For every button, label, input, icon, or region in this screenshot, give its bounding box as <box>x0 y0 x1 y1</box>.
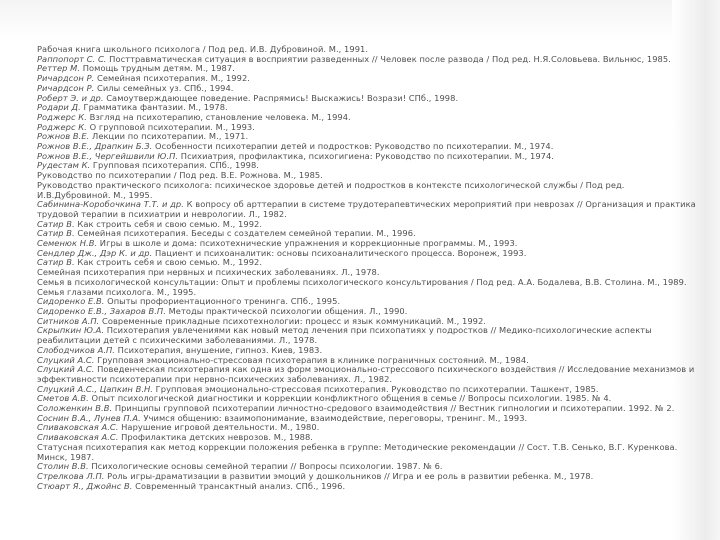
entry-text: Пациент и психоаналитик: основы психоаналитического процесса. Воронеж, 1993. <box>152 247 527 258</box>
entry-text: Семейная психотерапия. Беседы с создателем семейной терапии. М., 1996. <box>74 228 416 239</box>
entry-text: Современный трансактный анализ. СПб., 1996. <box>132 480 346 491</box>
entry-author: Стюарт Я., Джойнс В. <box>37 480 133 491</box>
bibliography-entry <box>37 365 700 384</box>
entry-author: Слуцкий А.С. <box>37 364 95 375</box>
entry-author: Сатир В. <box>37 228 75 239</box>
entry-author: Рудестам К. <box>37 160 91 171</box>
entry-text: Групповая эмоционально-стрессовая психотерапия. Руководство по психотерапии. Ташкент, 1985. <box>152 383 599 394</box>
entry-text: Лекции по психотерапии. М., 1971. <box>89 131 249 142</box>
entry-author: Слуцкий А.С. <box>37 354 95 365</box>
entry-author: Сатир В. <box>37 218 75 229</box>
entry-text: Семейная психотерапия при нервных и психических заболеваниях. Л., 1978. <box>37 267 380 278</box>
entry-text: Как строить себя и свою семью. М., 1992. <box>74 257 263 268</box>
entry-text: Поведенческая психотерапия как одна из форм эмоционально-стрессового психического воздействия // Исследование механизмов и эффективности психотерапии при нервно-психических заболеваниях. Л., 1982. <box>37 364 695 384</box>
entry-author: Сатир В. <box>37 257 75 268</box>
entry-author: Роберт Э. и др. <box>37 92 104 103</box>
entry-text: Посттравматическая ситуация в восприятии разведенных // Человек после развода / Под ред. Н.Я.Соловьева. Вильнюс, 1985. <box>106 53 671 64</box>
entry-author: Стрелкова Л.П. <box>37 470 105 481</box>
entry-author: Роджерс К. <box>37 111 87 122</box>
entry-author: Родари Д. <box>37 102 81 113</box>
entry-text: Психиатрия, профилактика, психогигиена: Руководство по психотерапии. М., 1974. <box>178 150 554 161</box>
entry-text: Игры в школе и дома: психотехнические упражнения и коррекционные программы. М., 1993. <box>97 238 518 249</box>
entry-text: Учимся общению: взаимопонимание, взаимодействие, переговоры, тренинг. М., 1993. <box>140 412 528 423</box>
entry-text: Семья в психологической консультации: Опыт и проблемы психологического консультирования / Под ред. А.А. Бодалева, В.В. Столина. М., 1989. <box>37 276 687 287</box>
entry-author: Скрыпкин Ю.А. <box>37 325 105 336</box>
entry-text: Как строить себя и свою семью. М., 1992. <box>74 218 263 229</box>
entry-author: Соложенкин В.В. <box>37 403 113 414</box>
bibliography-entry <box>37 482 700 492</box>
entry-text: Современные прикладные психотехнологии: процесс и язык коммуникаций. М., 1992. <box>99 315 486 326</box>
entry-text: Роль игры-драматизации в развитии эмоций у дошкольников // Игра и ее роль в развитии ребенка. М., 1978. <box>104 470 594 481</box>
entry-text: Силы семейных уз. СПб., 1994. <box>94 82 234 93</box>
entry-author: Сметов А.В. <box>37 393 89 404</box>
entry-text: Профилактика детских неврозов. М., 1988. <box>118 432 313 443</box>
entry-text: Помощь трудным детям. М., 1987. <box>80 63 235 74</box>
entry-text: Руководство по психотерапии / Под ред. В.Е. Рожнова. М., 1985. <box>37 170 323 181</box>
bibliography-entry <box>37 443 700 462</box>
entry-text: Методы практической психологии общения. Л., 1990. <box>165 305 408 316</box>
entry-text: Принципы групповой психотерапии личностно-средового взаимодействия // Вестник гипнологии и психотерапии. 1992. № 2. <box>112 403 675 414</box>
entry-text: Взгляд на психотерапию, становление человека. М., 1994. <box>86 111 351 122</box>
entry-text: Семья глазами психолога. М., 1995. <box>37 286 197 297</box>
entry-author: Рожнов В.Е. <box>37 131 90 142</box>
entry-text: Особенности психотерапии детей и подростков: Руководство по психотерапии. М., 1974. <box>152 141 554 152</box>
entry-author: Рожнов В.Е., Чергейшвили Ю.П. <box>37 150 179 161</box>
entry-author: Семенюк Н.В. <box>37 238 98 249</box>
bibliography-entry <box>37 326 700 345</box>
entry-text: Психологические основы семейной терапии // Вопросы психологии. 1987. № 6. <box>88 461 443 472</box>
entry-text: Групповая эмоционально-стрессовая психотерапия в клинике пограничных состояний. М., 1984. <box>94 354 529 365</box>
entry-author: Спиваковская А.С. <box>37 422 119 433</box>
entry-author: Слуцкий А.С., Цапкин В.Н. <box>37 383 153 394</box>
entry-text: Статусная психотерапия как метод коррекции положения ребенка в группе: Методические рекомендации // Сост. Т.В. Сенько, В.Г. Куренкова. Минск, 1987. <box>37 441 678 462</box>
entry-author: Слободчиков А.П. <box>37 344 115 355</box>
entry-text: О групповой психотерапии. М., 1993. <box>86 121 255 132</box>
entry-author: Столин В.В. <box>37 461 89 472</box>
entry-author: Сабинина-Коробочкина Т.Т. и др. <box>37 199 184 210</box>
entry-author: Сидоренко Е.В. <box>37 296 105 307</box>
entry-author: Спиваковская А.С. <box>37 432 119 443</box>
entry-author: Сендлер Дж., Дэр К. и др. <box>37 247 153 258</box>
entry-text: Самоутверждающее поведение. Распрямись! Выскажись! Возрази! СПб., 1998. <box>103 92 459 103</box>
entry-text: Психотерапия, внушение, гипноз. Киев, 1983. <box>115 344 323 355</box>
entry-author: Ситников А.П. <box>37 315 100 326</box>
page-shadow-top <box>0 0 720 40</box>
entry-author: Сидоренко Е.В., Захаров В.П. <box>37 305 166 316</box>
bibliography-entry <box>37 181 700 200</box>
entry-text: К вопросу об арттерапии в системе трудотерапевтических мероприятий при неврозах // Организация и практика трудовой терапии в психиатрии и неврологии. Л., 1982. <box>37 199 696 219</box>
entry-text: Руководство практического психолога: психическое здоровье детей и подростков в контексте психологической службы / Под ред. И.В.Дубровиной. М., 1995. <box>37 179 625 200</box>
entry-text: Семейная психотерапия. М., 1992. <box>94 73 250 84</box>
entry-text: Опыт психологической диагностики и коррекции конфликтного общения в семье // Вопросы психологии. 1985. № 4. <box>88 393 612 404</box>
entry-text: Групповая психотерапия. СПб., 1998. <box>90 160 259 171</box>
entry-author: Ричардсон Р. <box>37 73 95 84</box>
bibliography-list <box>37 45 700 491</box>
entry-author: Соснин В.А., Лунев П.А. <box>37 412 141 423</box>
entry-text: Рабочая книга школьного психолога / Под ред. И.В. Дубровиной. М., 1991. <box>37 44 369 54</box>
entry-author: Реттер М. <box>37 63 81 74</box>
entry-text: Нарушение игровой деятельности. М., 1980. <box>118 422 320 433</box>
entry-text: Грамматика фантазии. М., 1978. <box>80 102 228 113</box>
entry-author: Роджерс К. <box>37 121 87 132</box>
entry-author: Раппопорт С. С. <box>37 53 107 64</box>
entry-text: Психотерапия увлечениями как новый метод лечения при психопатиях у подростков // Медико-психологические аспекты реабилитации детей с психическими заболеваниями. Л., 1978. <box>37 325 652 346</box>
entry-author: Ричардсон Р. <box>37 82 95 93</box>
entry-text: Опыты профориентационного тренинга. СПб., 1995. <box>104 296 341 307</box>
entry-author: Рожнов В.Е., Драпкин Б.З. <box>37 141 153 152</box>
bibliography-entry <box>37 200 700 219</box>
